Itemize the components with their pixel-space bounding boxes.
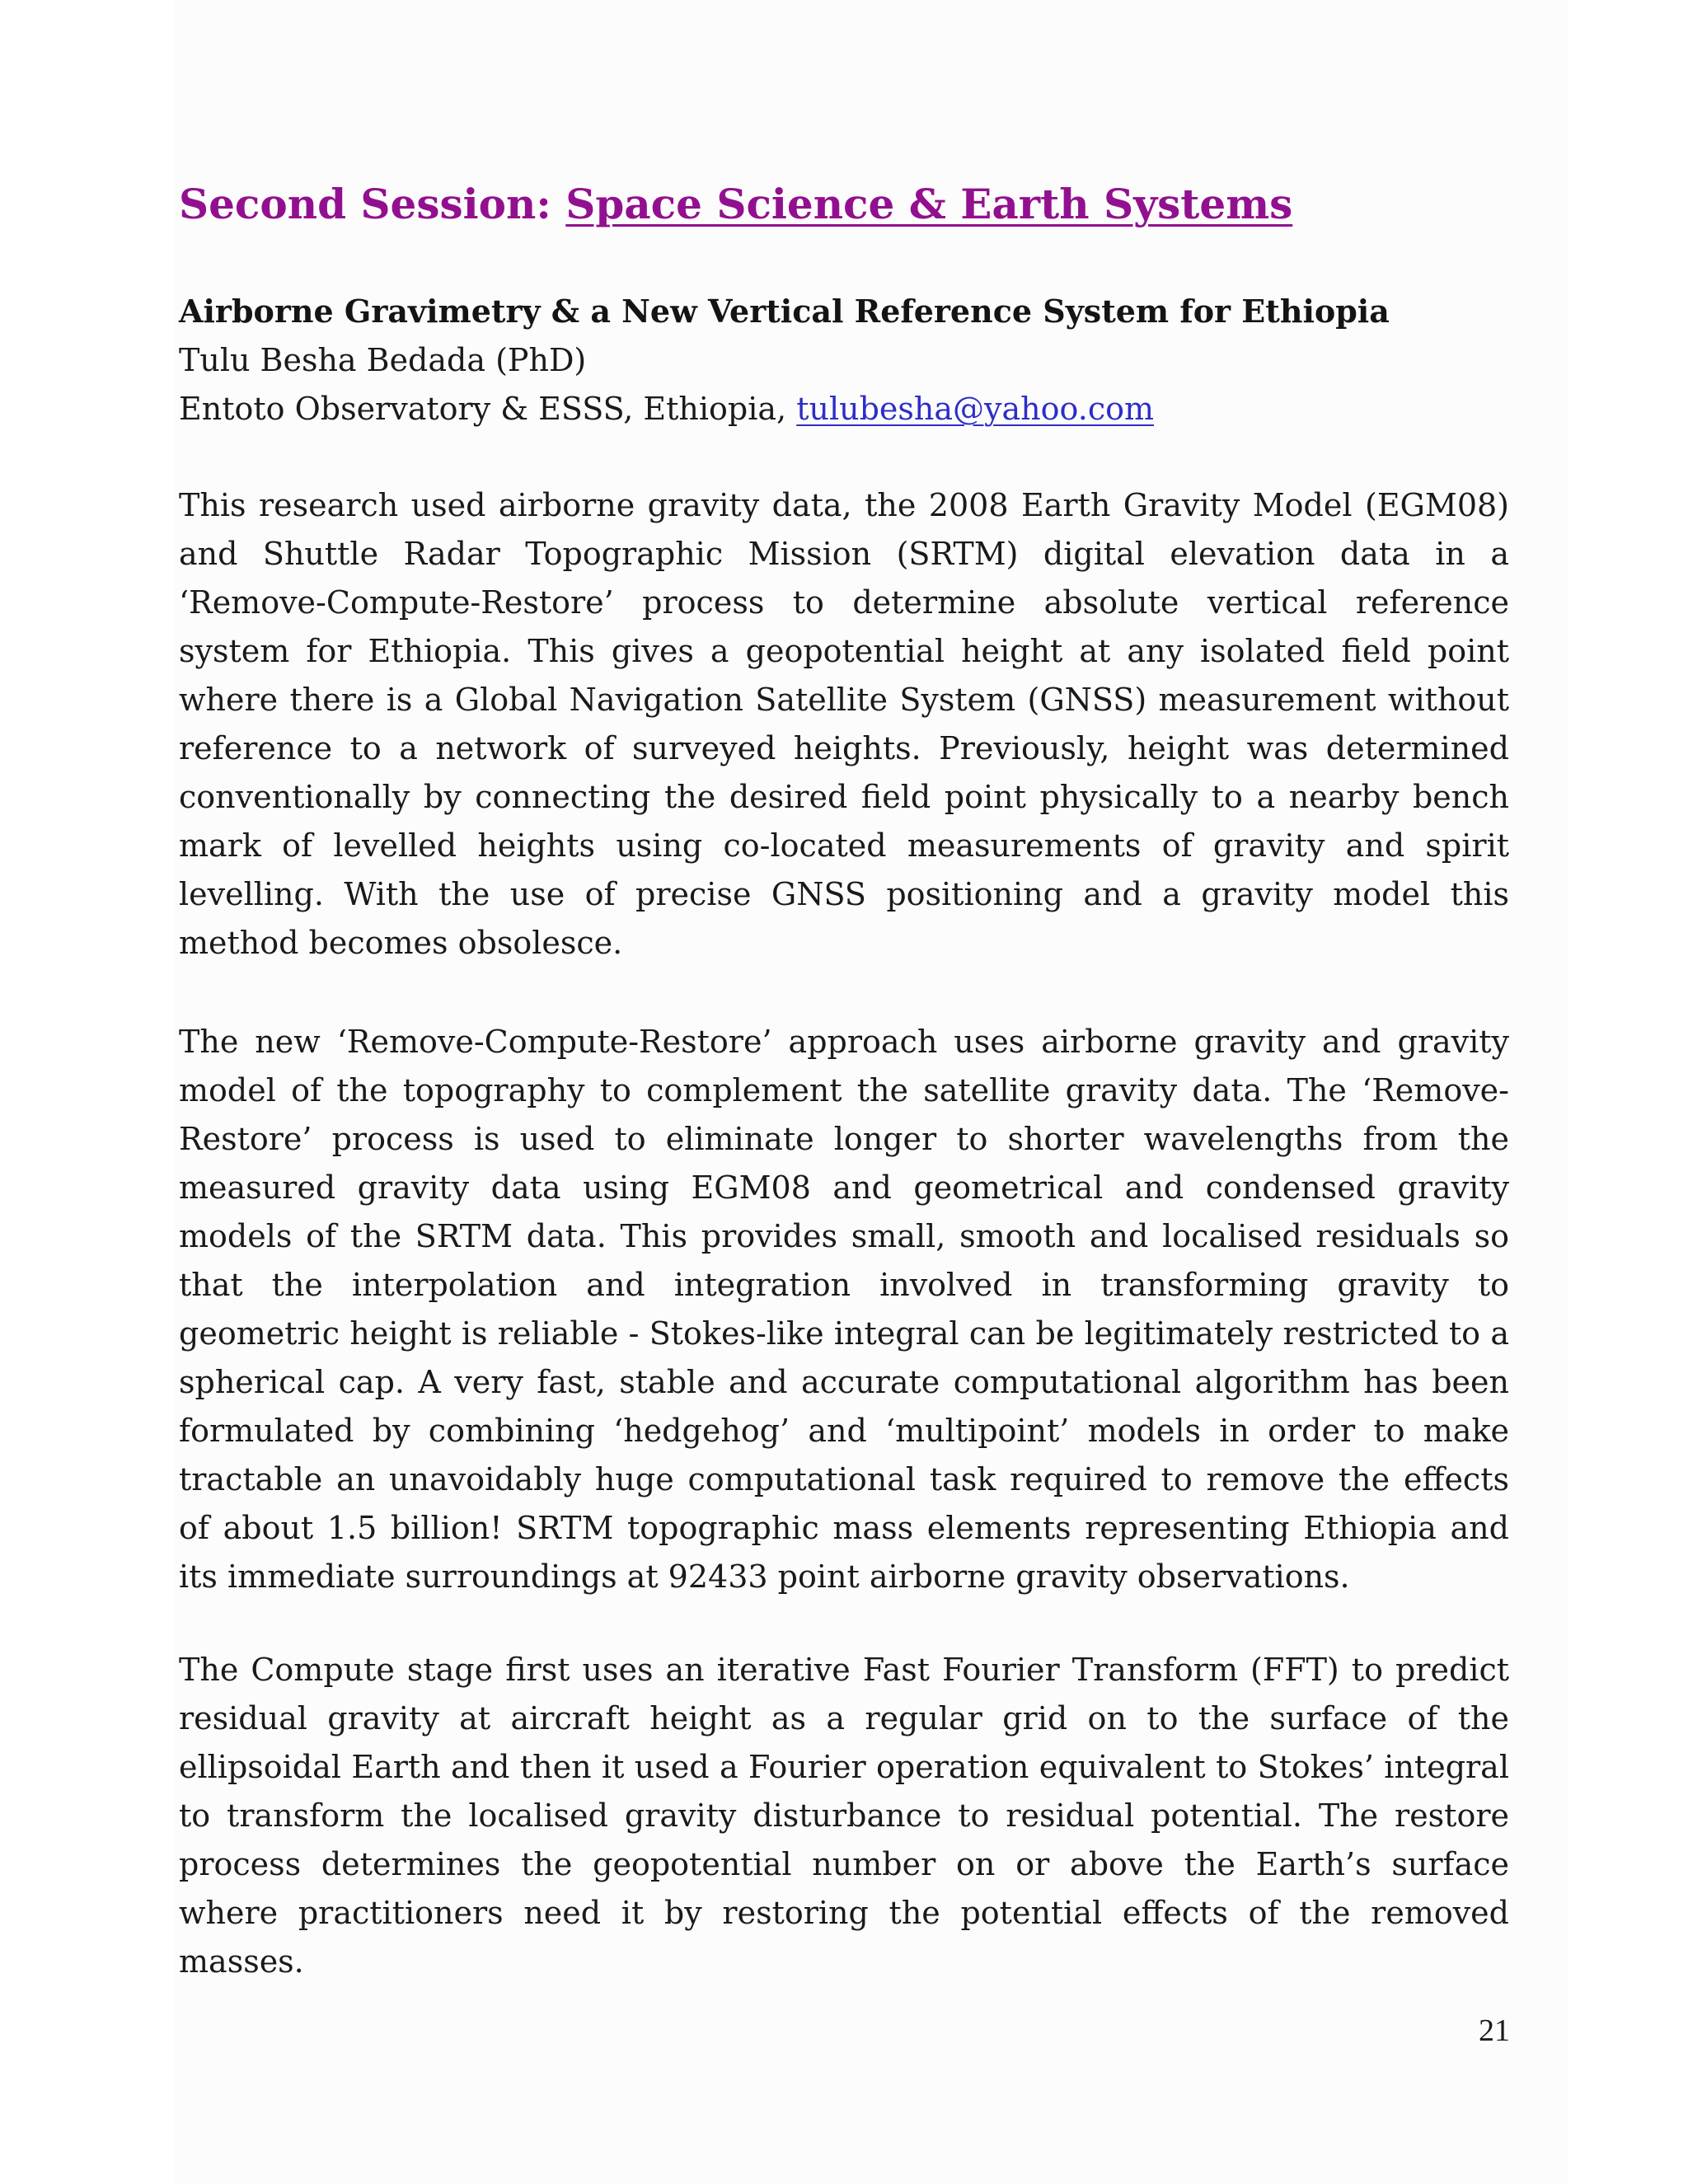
affiliation-line — [179, 387, 1154, 430]
email-link[interactable]: tulubesha@yahoo.com — [796, 391, 1155, 427]
page-number: 21 — [1479, 2013, 1510, 2048]
abstract-paragraph-1: This research used airborne gravity data, the 2008 Earth Gravity Model (EGM08) and Shuttle Radar Topographic Mission (SRTM) digital elevation data in a ‘Remove-Compute-Restore’ process to determine absolute vertical reference system for Ethiopia. This gives a geopotential height at any isolated field point where there is a Global Navigation Satellite System (GNSS) measurement without reference to a network of surveyed heights. Previously, height was determined conventionally by connecting the desired field point physically to a nearby bench mark of levelled heights using co-located measurements of gravity and spirit levelling. With the use of precise GNSS positioning and a gravity model this method becomes obsolesce. — [179, 487, 1509, 961]
abstract-paragraph-2: The new ‘Remove-Compute-Restore’ approach uses airborne gravity and gravity model of the topography to complement the satellite gravity data. The ‘Remove-Restore’ process is used to eliminate longer to shorter wavelengths from the measured gravity data using EGM08 and geometrical and condensed gravity models of the SRTM data. This provides small, smooth and localised residuals so that the interpolation and integration involved in transforming gravity to geometric height is reliable - Stokes-like integral can be legitimately restricted to a spherical cap. A very fast, stable and accurate computational algorithm has been formulated by combining ‘hedgehog’ and ‘multipoint’ models in order to make tractable an unavoidably huge computational task required to remove the effects of about 1.5 billion! SRTM topographic mass elements representing Ethiopia and its immediate surroundings at 92433 point airborne gravity observations. — [179, 1024, 1509, 1595]
affiliation-text: Entoto Observatory & ESSS, Ethiopia, — [179, 391, 797, 427]
author-name: Tulu Besha Bedada (PhD) — [179, 342, 587, 378]
abstract-paragraph-3: The Compute stage first uses an iterative Fast Fourier Transform (FFT) to predict residual gravity at aircraft height as a regular grid on to the surface of the ellipsoidal Earth and then it used a Fourier operation equivalent to Stokes’ integral to transform the localised gravity disturbance to residual potential. The restore process determines the geopotential number on or above the Earth’s surface where practitioners need it by restoring the potential effects of the removed masses. — [179, 1652, 1509, 1980]
paper-title: Airborne Gravimetry & a New Vertical Reference System for Ethiopia — [179, 293, 1390, 330]
session-heading — [179, 175, 1292, 234]
session-title-link[interactable]: Space Science & Earth Systems — [565, 180, 1293, 228]
session-prefix: Second Session: — [179, 180, 566, 228]
